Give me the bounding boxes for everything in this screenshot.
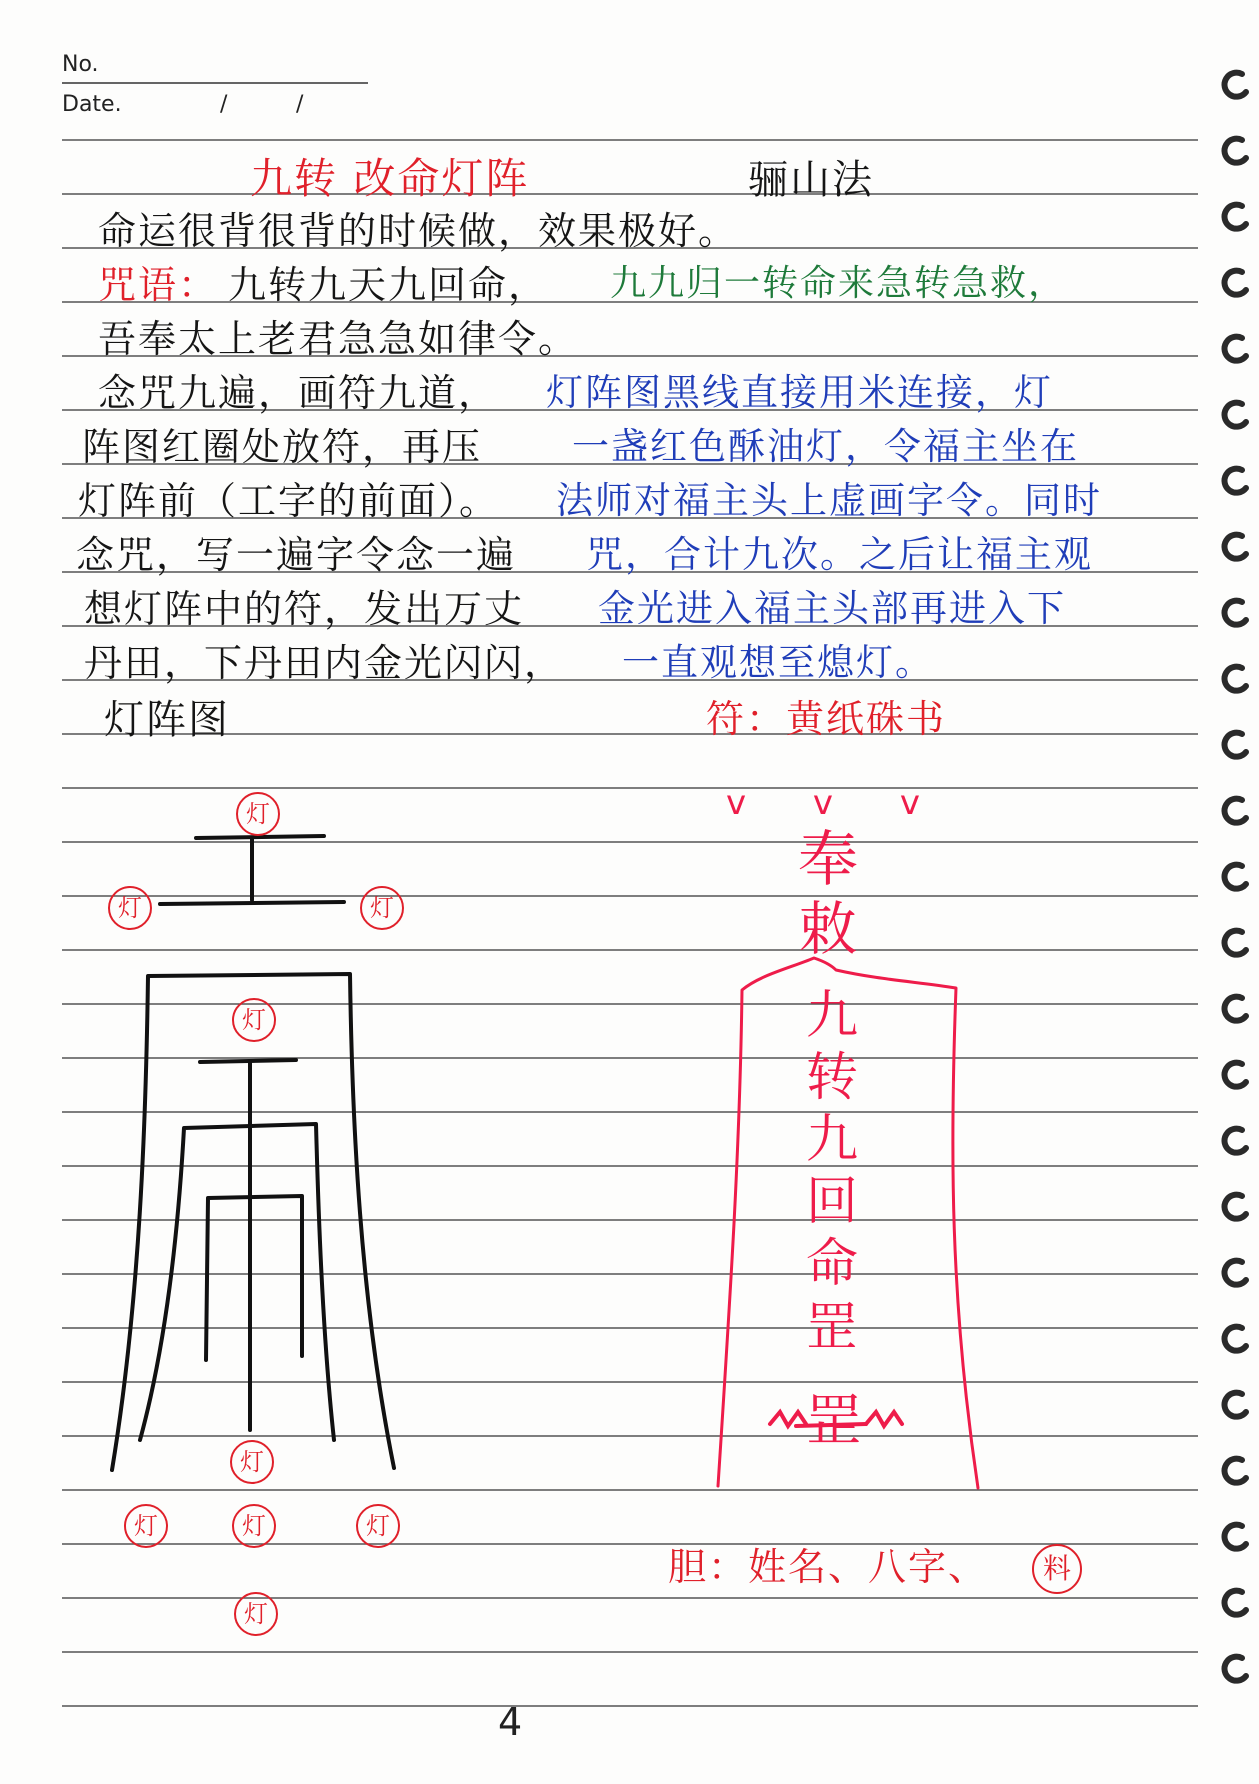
- talisman-char: 罡: [805, 1298, 858, 1358]
- talisman-note: 胆：姓名、八字、: [668, 1545, 989, 1589]
- lamp-marker: 灯: [356, 1504, 400, 1548]
- spell-text-b: 九九归一转命来急转急救，: [610, 263, 1067, 304]
- spell-label: 咒语：: [98, 263, 219, 307]
- talisman-char: 九: [805, 986, 858, 1046]
- talisman-seal: 罡: [806, 1389, 862, 1454]
- talisman-char: 九: [805, 1110, 858, 1170]
- talisman-ticks: v v v: [726, 783, 948, 823]
- text-line-7a: 念咒，写一遍字令念一遍: [76, 533, 517, 577]
- talisman-char: 奉: [798, 825, 858, 895]
- page-number: 4: [498, 1700, 523, 1744]
- date-label: Date.: [62, 92, 122, 117]
- lamp-marker: 灯: [360, 886, 404, 930]
- text-line-9b: 一直观想至熄灯。: [622, 641, 934, 684]
- text-line-5b: 一盏红色酥油灯，令福主坐在: [572, 425, 1079, 468]
- lamp-marker: 灯: [230, 1440, 274, 1484]
- lamp-marker: 灯: [108, 886, 152, 930]
- spell-text-a: 九转九天九回命，: [228, 263, 549, 307]
- circled-note: 料: [1032, 1544, 1082, 1594]
- school-name: 骊山法: [748, 157, 874, 203]
- no-label: No.: [62, 52, 99, 77]
- talisman-char: 命: [805, 1234, 858, 1294]
- text-line-9a: 丹田，下丹田内金光闪闪，: [84, 641, 565, 685]
- text-line-5a: 阵图红圈处放符，再压: [82, 425, 483, 469]
- text-line-8b: 金光进入福主头部再进入下: [598, 587, 1066, 630]
- text-line-6a: 灯阵前（工字的前面）。: [78, 479, 500, 523]
- lamp-marker: 灯: [236, 792, 280, 836]
- text-line-8a: 想灯阵中的符，发出万丈: [84, 587, 525, 631]
- date-separator: /: [220, 92, 228, 117]
- date-separator: /: [296, 92, 304, 117]
- text-line-6b: 法师对福主头上虚画字令。同时: [556, 479, 1102, 522]
- talisman-char: 回: [805, 1172, 858, 1232]
- lamp-marker: 灯: [124, 1504, 168, 1548]
- diagram-heading: 灯阵图: [104, 697, 230, 743]
- lamp-marker: 灯: [232, 998, 276, 1042]
- text-line-1: 命运很背很背的时候做，效果极好。: [98, 209, 739, 253]
- lamp-marker: 灯: [232, 1504, 276, 1548]
- talisman-heading: 符：黄纸硃书: [706, 697, 947, 741]
- page-title: 九转 改命灯阵: [250, 154, 530, 203]
- text-line-3: 吾奉太上老君急急如律令。: [98, 317, 579, 361]
- talisman-char: 敕: [798, 895, 857, 963]
- lamp-marker: 灯: [234, 1592, 278, 1636]
- text-line-4a: 念咒九遍，画符九道，: [98, 371, 499, 415]
- text-line-4b: 灯阵图黑线直接用米连接，灯: [546, 371, 1053, 414]
- text-line-7b: 咒，合计九次。之后让福主观: [586, 533, 1093, 576]
- talisman-char: 转: [805, 1048, 858, 1108]
